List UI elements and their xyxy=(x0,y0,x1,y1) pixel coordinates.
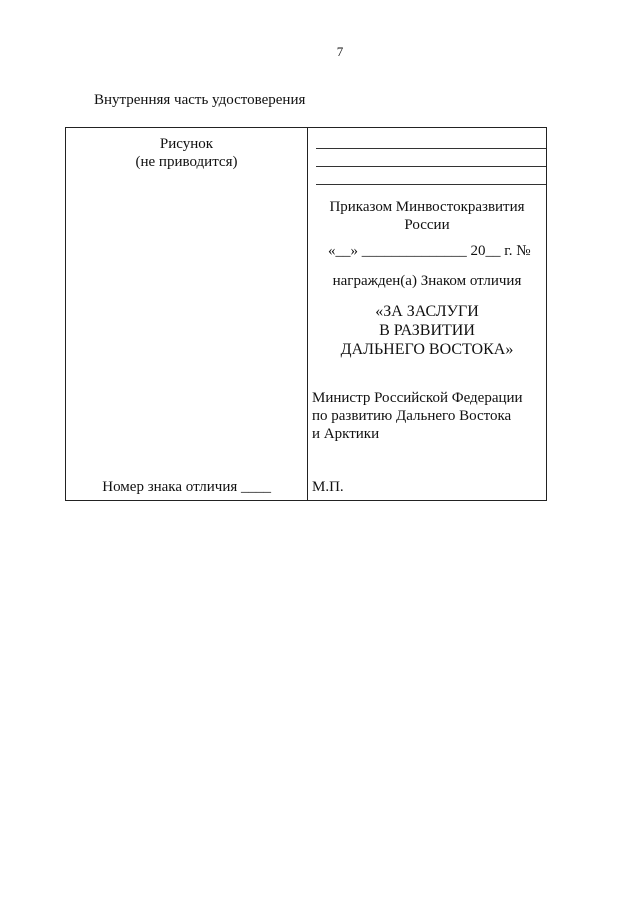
order-date-line: «__» ______________ 20__ г. № xyxy=(328,243,531,259)
minister-title-line: по развитию Дальнего Востока xyxy=(312,408,512,424)
picture-label: Рисунок xyxy=(159,136,214,152)
left-panel xyxy=(66,128,308,500)
document-heading: Внутренняя часть удостоверения xyxy=(94,92,306,108)
seal-place-mark: М.П. xyxy=(312,479,344,495)
picture-placeholder xyxy=(66,135,307,171)
page-number: 7 xyxy=(336,44,344,59)
minister-title-line: и Арктики xyxy=(312,426,380,442)
awarded-text: награжден(а) Знаком отличия xyxy=(332,273,522,289)
badge-number-label: Номер знака отличия ____ xyxy=(102,479,271,495)
award-title-line: ДАЛЬНЕГО ВОСТОКА» xyxy=(340,341,514,358)
picture-note: (не приводится) xyxy=(135,154,238,170)
minister-signature-block xyxy=(312,389,523,443)
minister-title-line: Министр Российской Федерации xyxy=(312,390,523,406)
order-line-country: России xyxy=(404,217,450,233)
certificate-layout-table xyxy=(65,127,547,501)
award-title-line: В РАЗВИТИИ xyxy=(379,322,475,339)
blank-line xyxy=(316,148,546,149)
blank-line xyxy=(316,184,546,185)
blank-line xyxy=(316,166,546,167)
award-title-line: «ЗА ЗАСЛУГИ xyxy=(375,303,479,320)
order-line: Приказом Минвостокразвития xyxy=(329,199,525,215)
right-panel xyxy=(308,128,546,500)
award-title xyxy=(308,302,546,359)
